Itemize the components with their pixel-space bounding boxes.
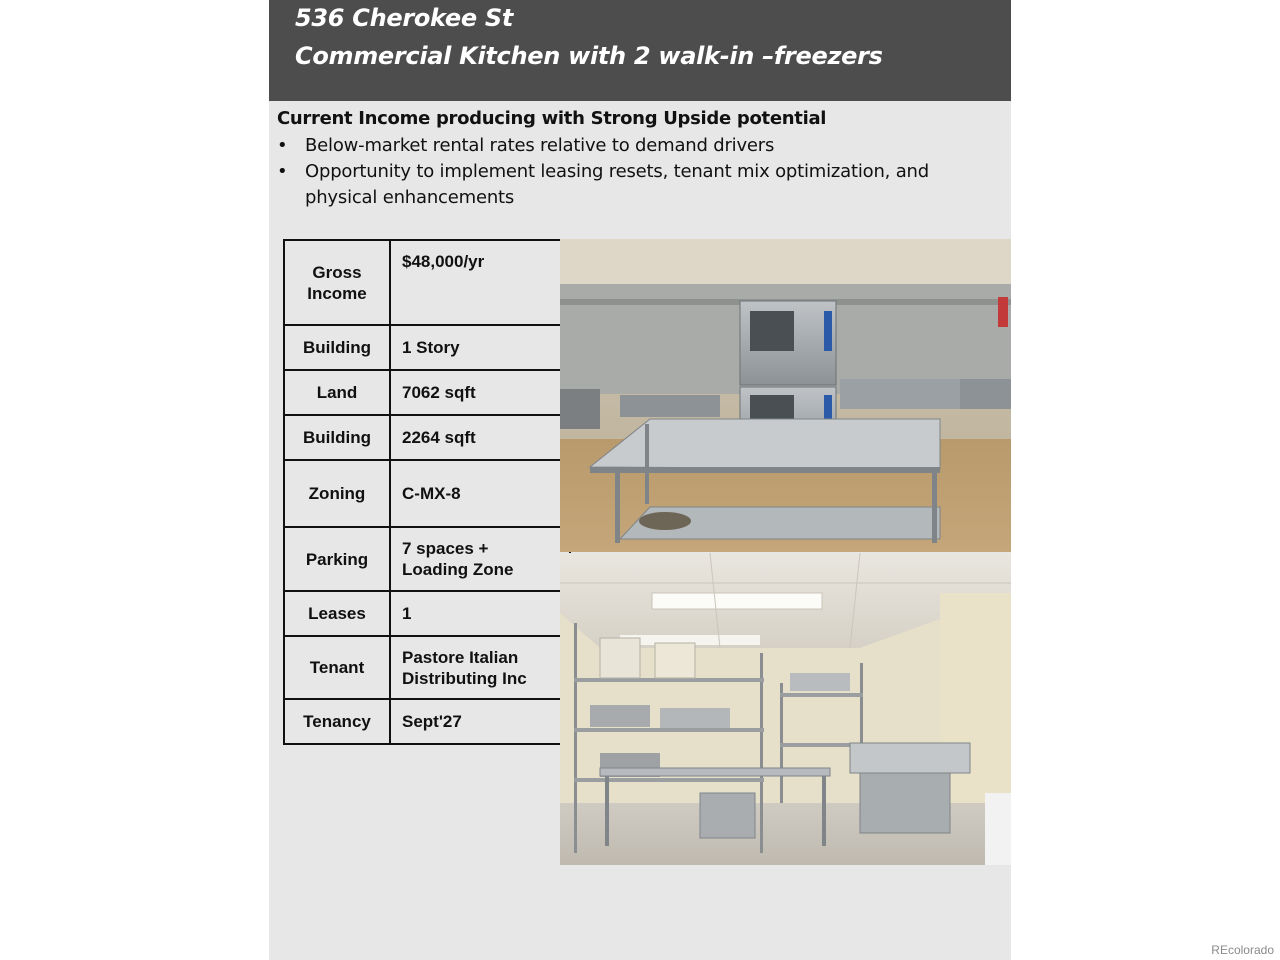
listing-sheet [269, 0, 1011, 960]
bullet-dot-icon: • [277, 161, 288, 182]
table-row [284, 415, 570, 460]
kitchen-photo-racks [560, 553, 1011, 865]
table-row [284, 527, 570, 591]
fact-label: Building [284, 415, 390, 460]
fact-label: Tenant [284, 636, 390, 699]
fact-value: 2264 sqft [390, 415, 570, 460]
fact-label: Building [284, 325, 390, 370]
fact-value: 7 spaces + Loading Zone [390, 527, 570, 591]
fact-value: C-MX-8 [390, 460, 570, 527]
table-row [284, 636, 570, 699]
table-row [284, 591, 570, 636]
summary-bullets [277, 133, 997, 211]
fact-label: Gross Income [284, 240, 390, 325]
property-headline: Commercial Kitchen with 2 walk-in –freezers [295, 42, 883, 70]
fact-value: 1 Story [390, 325, 570, 370]
fact-value: Pastore Italian Distributing Inc [390, 636, 570, 699]
table-row [284, 699, 570, 744]
bullet-item: • Opportunity to implement leasing resets, tenant mix optimization, and physical enhancements [277, 161, 929, 208]
watermark-text: REcolorado [1211, 943, 1274, 957]
property-facts-table [283, 239, 571, 745]
table-row [284, 370, 570, 415]
fact-label: Land [284, 370, 390, 415]
kitchen-photo-ovens [560, 239, 1011, 552]
fact-value: 7062 sqft [390, 370, 570, 415]
bullet-dot-icon: • [277, 135, 288, 156]
summary-heading: Current Income producing with Strong Upside potential [277, 108, 827, 129]
table-row [284, 240, 570, 325]
table-row [284, 460, 570, 527]
bullet-item: • Below-market rental rates relative to demand drivers [277, 133, 997, 159]
title-banner [269, 0, 1011, 101]
fact-label: Tenancy [284, 699, 390, 744]
property-address: 536 Cherokee St [295, 4, 514, 32]
fact-label: Zoning [284, 460, 390, 527]
fact-value: Sept'27 [390, 699, 570, 744]
fact-value: $48,000/yr [390, 240, 570, 325]
table-row [284, 325, 570, 370]
fact-label: Leases [284, 591, 390, 636]
fact-label: Parking [284, 527, 390, 591]
fact-value: 1 [390, 591, 570, 636]
